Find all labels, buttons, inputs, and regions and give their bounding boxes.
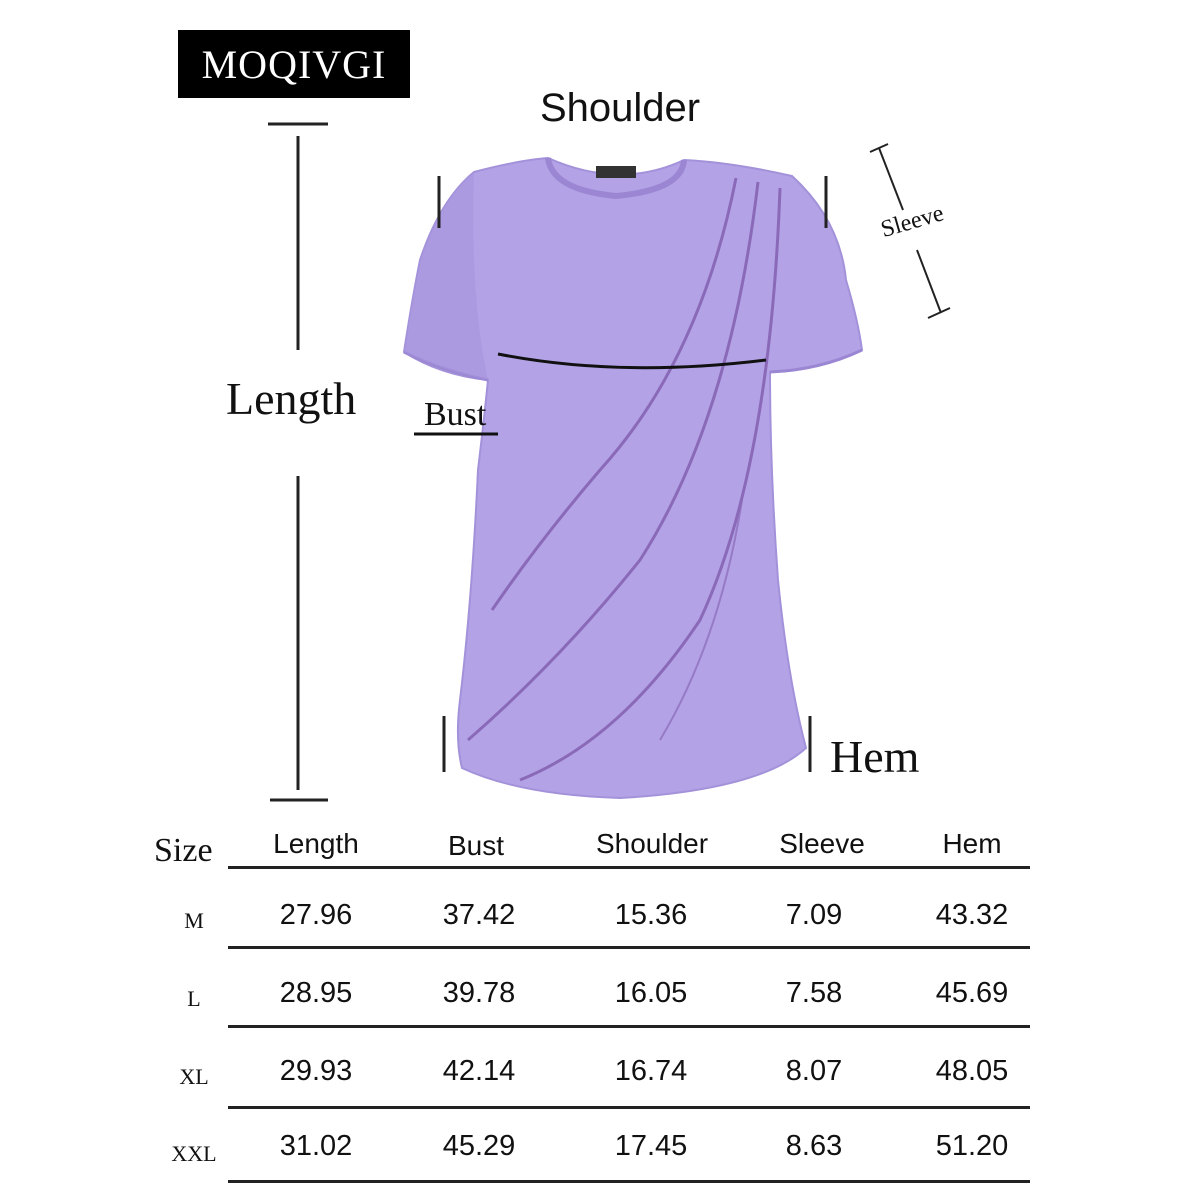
cell-sleeve: 7.58 [785, 977, 843, 1009]
row-size: XXL [171, 1141, 217, 1166]
shirt-image [404, 158, 862, 798]
cell-length: 31.02 [279, 1130, 353, 1162]
cell-length: 28.95 [279, 977, 353, 1009]
table-rule [228, 1180, 1030, 1183]
column-header-shoulder: Shoulder [595, 828, 709, 859]
cell-shoulder: 15.36 [614, 899, 688, 931]
cell-length: 27.96 [279, 899, 353, 931]
column-header-bust: Bust [447, 830, 505, 861]
table-rule [228, 946, 1030, 949]
cell-sleeve: 8.07 [785, 1055, 843, 1087]
column-header-sleeve: Sleeve [779, 828, 865, 859]
cell-sleeve: 7.09 [785, 899, 843, 931]
size-column-header: Size [154, 832, 213, 869]
row-size: L [187, 986, 201, 1011]
column-header-hem: Hem [942, 828, 1002, 859]
cell-bust: 37.42 [442, 899, 516, 931]
table-rule [228, 1106, 1030, 1109]
hem-label: Hem [830, 731, 920, 782]
table-rule [228, 1025, 1030, 1028]
cell-sleeve: 8.63 [785, 1130, 843, 1162]
row-size: XL [179, 1064, 209, 1089]
brand-name: MOQIVGI [201, 41, 387, 87]
cell-length: 29.93 [279, 1055, 353, 1087]
bust-label: Bust [424, 396, 487, 433]
cell-hem: 45.69 [935, 977, 1009, 1009]
shoulder-label: Shoulder [540, 86, 701, 130]
cell-shoulder: 17.45 [614, 1130, 688, 1162]
row-size: M [184, 908, 204, 933]
sleeve-label: Sleeve [878, 200, 947, 243]
length-guide [268, 124, 328, 800]
cell-shoulder: 16.74 [614, 1055, 688, 1087]
cell-bust: 45.29 [442, 1130, 516, 1162]
column-header-length: Length [273, 828, 359, 859]
cell-shoulder: 16.05 [614, 977, 688, 1009]
cell-hem: 51.20 [935, 1130, 1009, 1162]
cell-bust: 42.14 [442, 1055, 516, 1087]
table-rule [228, 866, 1030, 869]
cell-bust: 39.78 [442, 977, 516, 1009]
cell-hem: 43.32 [935, 899, 1009, 931]
length-label: Length [226, 373, 357, 424]
cell-hem: 48.05 [935, 1055, 1009, 1087]
